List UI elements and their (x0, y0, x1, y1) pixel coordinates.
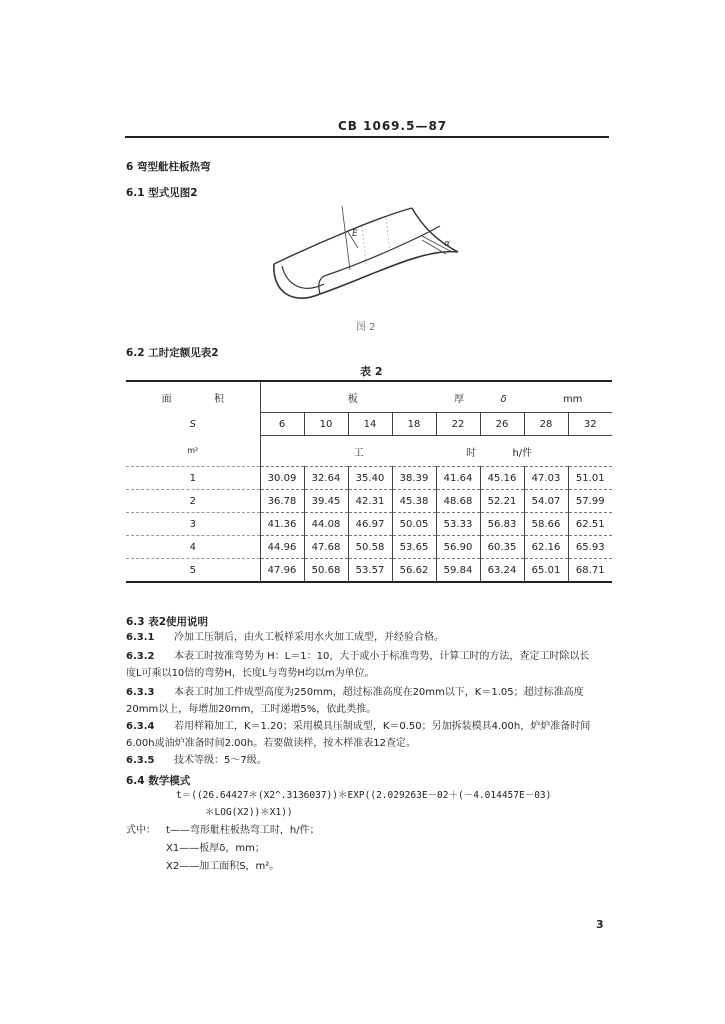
table-row (126, 467, 612, 490)
cell: 54.07 (524, 490, 568, 513)
head-delta: δ (500, 393, 507, 405)
head-thickness-char-2: 厚 (454, 393, 465, 405)
cell: 60.35 (480, 536, 524, 559)
section-6-3-title: 6.3 表2使用说明 (126, 616, 209, 628)
cell: 38.39 (392, 467, 436, 490)
clause-6-3-1-number: 6.3.1 (126, 632, 155, 643)
head-unit-m2: m² (187, 446, 199, 456)
head-thick-22: 22 (436, 413, 480, 436)
cell: 65.01 (524, 559, 568, 583)
cell: 51.01 (568, 467, 612, 490)
head-area-char-1: 面 (161, 393, 172, 405)
cell: 59.84 (436, 559, 480, 583)
row-label: 4 (126, 536, 260, 559)
figure-caption: 图 2 (356, 322, 376, 333)
cell: 47.68 (304, 536, 348, 559)
cell: 47.03 (524, 467, 568, 490)
cell: 47.96 (260, 559, 304, 583)
table-row (126, 513, 612, 536)
head-work-char: 工 (353, 447, 364, 459)
cell: 44.96 (260, 536, 304, 559)
section-6-title: 6 弯型舭柱板热弯 (126, 161, 211, 173)
cell: 45.38 (392, 490, 436, 513)
clause-6-3-4-line-2: 6.00h或油炉准备时间2.00h。若要做读样，按木样准表12查定。 (126, 738, 416, 749)
head-thick-28: 28 (524, 413, 568, 436)
cell: 63.24 (480, 559, 524, 583)
cell: 45.16 (480, 467, 524, 490)
head-area-char-2: 积 (213, 393, 224, 405)
table-2 (126, 380, 612, 583)
cell: 53.65 (392, 536, 436, 559)
cell: 62.16 (524, 536, 568, 559)
cell: 46.97 (348, 513, 392, 536)
head-thick-32: 32 (568, 413, 612, 436)
cell: 57.99 (568, 490, 612, 513)
clause-6-3-4-number: 6.3.4 (126, 721, 155, 732)
cell: 50.05 (392, 513, 436, 536)
head-unit-mm: mm (562, 393, 583, 405)
section-6-2: 6.2 工时定额见表2 (126, 347, 219, 359)
head-thick-10: 10 (304, 413, 348, 436)
cell: 36.78 (260, 490, 304, 513)
head-unit-per: h/件 (512, 447, 533, 459)
cell: 48.68 (436, 490, 480, 513)
clause-6-3-2-line-2: 度L可乘以10倍的弯势H，长度L与弯势H均以m为单位。 (126, 668, 375, 679)
cell: 62.51 (568, 513, 612, 536)
head-s: S (189, 418, 196, 430)
cell: 41.64 (436, 467, 480, 490)
header-rule (125, 136, 609, 138)
head-thick-14: 14 (348, 413, 392, 436)
head-thick-26: 26 (480, 413, 524, 436)
clause-6-3-4-line-1: 若用样箱加工，K＝1.20；采用模具压制成型，K＝0.50；另加拆装模具4.00h，炉炉准备时间 (174, 721, 591, 732)
clause-6-3-2-number: 6.3.2 (126, 651, 155, 662)
clause-6-3-3-number: 6.3.3 (126, 687, 155, 698)
row-label: 1 (126, 467, 260, 490)
head-thickness-char: 板 (347, 393, 358, 405)
clause-6-3-1: 冷加工压制后，由火工板样采用水火加工成型，并经验合格。 (174, 632, 444, 643)
cell: 44.08 (304, 513, 348, 536)
clause-6-3-3-line-2: 20mm以上，每增加20mm，工时递增5%，依此类推。 (126, 704, 377, 715)
cell: 52.21 (480, 490, 524, 513)
cell: 68.71 (568, 559, 612, 583)
document-code: CB 1069.5—87 (338, 119, 448, 133)
cell: 42.31 (348, 490, 392, 513)
figure-label-e: E (352, 229, 358, 239)
head-thick-6: 6 (260, 413, 304, 436)
cell: 65.93 (568, 536, 612, 559)
where-x2: X2——加工面积S，m²。 (166, 861, 280, 872)
table-row (126, 559, 612, 583)
table-head-row-1 (126, 381, 612, 413)
cell: 30.09 (260, 467, 304, 490)
section-6-4-title: 6.4 数学模式 (126, 775, 191, 787)
where-label: 式中： (126, 825, 156, 836)
bent-plate-drawing (262, 196, 462, 316)
page-number: 3 (596, 918, 604, 931)
clause-6-3-5: 技术等级：5～7级。 (174, 755, 267, 766)
cell: 39.45 (304, 490, 348, 513)
formula-line-2: ＊LOG(X2))＊X1)) (205, 807, 293, 818)
table-caption: 表 2 (360, 365, 383, 378)
table-row (126, 536, 612, 559)
table-row (126, 490, 612, 513)
cell: 56.62 (392, 559, 436, 583)
cell: 56.83 (480, 513, 524, 536)
row-label: 2 (126, 490, 260, 513)
formula-line-1: t＝((26.64427＊(X2^.3136037))＊EXP((2.029263E－02＋(－4.014457E－03) (176, 790, 552, 801)
where-t: t——弯形舭柱板热弯工时，h/件； (166, 825, 320, 836)
cell: 56.90 (436, 536, 480, 559)
cell: 53.57 (348, 559, 392, 583)
clause-6-3-5-number: 6.3.5 (126, 755, 155, 766)
cell: 32.64 (304, 467, 348, 490)
cell: 35.40 (348, 467, 392, 490)
figure-label-alpha: α (444, 239, 450, 249)
row-label: 5 (126, 559, 260, 583)
table-head-row-3 (126, 436, 612, 467)
where-x1: X1——板厚δ，mm； (166, 843, 265, 854)
clause-6-3-3-line-1: 本表工时加工件成型高度为250mm，超过标准高度在20mm以下，K＝1.05；超过标准高度 (174, 687, 584, 698)
head-thick-18: 18 (392, 413, 436, 436)
cell: 50.68 (304, 559, 348, 583)
clause-6-3-2-line-1: 本表工时按准弯势为 H：L＝1：10，大于或小于标准弯势，计算工时的方法，查定工时除以长 (174, 651, 590, 662)
table-head-row-2 (126, 413, 612, 436)
cell: 41.36 (260, 513, 304, 536)
cell: 50.58 (348, 536, 392, 559)
cell: 58.66 (524, 513, 568, 536)
cell: 53.33 (436, 513, 480, 536)
figure-2 (262, 196, 462, 316)
row-label: 3 (126, 513, 260, 536)
section-6-1: 6.1 型式见图2 (126, 187, 198, 199)
head-time-char: 时 (466, 447, 477, 459)
